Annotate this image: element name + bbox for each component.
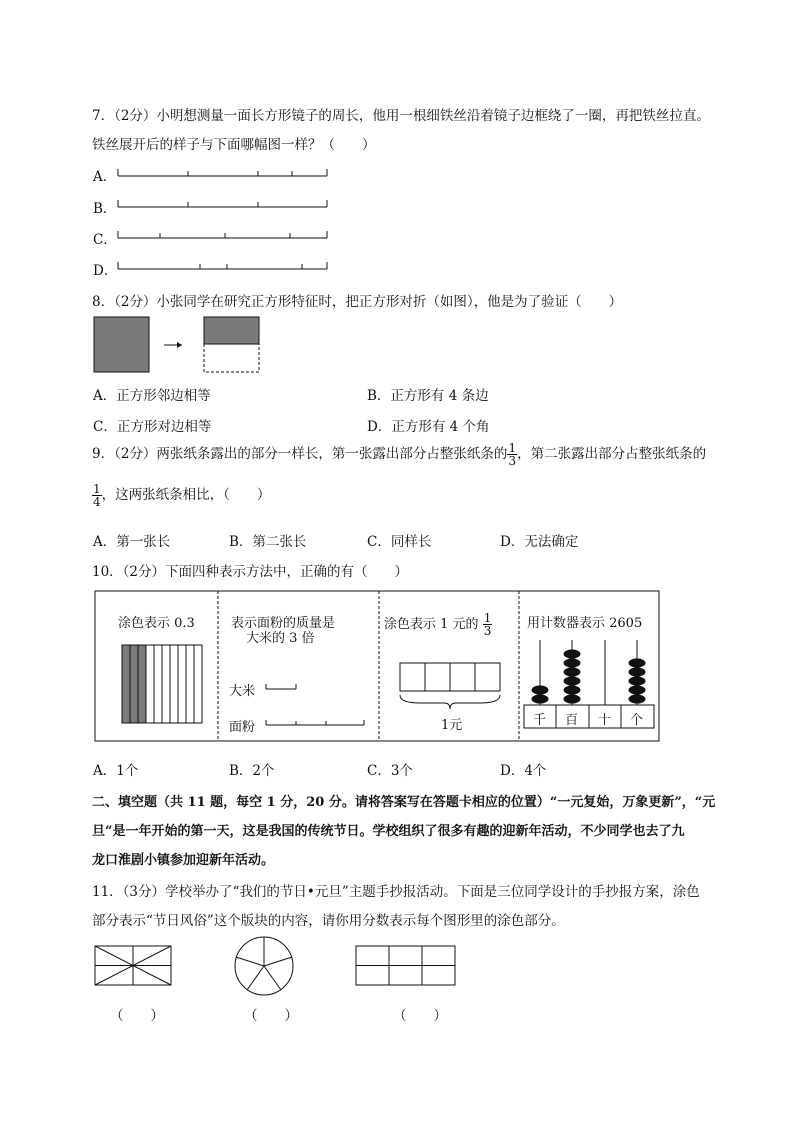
q8-option-a: A．正方形邻边相等 bbox=[93, 388, 211, 404]
q10-panel1-title: 涂色表示 0.3 bbox=[118, 616, 195, 631]
q10-panel2-title-1: 表示面粉的质量是 bbox=[231, 616, 336, 631]
q10-panel4-title: 用计数器表示 2605 bbox=[527, 616, 643, 631]
q7-option-b: B． bbox=[93, 201, 117, 217]
section2-line2: 旦”是一年开始的第一天，这是我国的传统节日。学校组织了很多有趣的迎新年活动，不少同学也去了九 bbox=[92, 824, 685, 839]
q9-text-before: 9．（2分）两张纸条露出的部分一样长，第一张露出部分占整张纸条的 bbox=[92, 446, 508, 462]
q7-option-a: A． bbox=[93, 169, 117, 185]
q10-text: 10．（2分）下面四种表示方法中，正确的有（ ） bbox=[92, 564, 409, 580]
q11-blank-1[interactable]: （ ） bbox=[110, 1008, 164, 1024]
q8-option-b: B．正方形有 4 条边 bbox=[367, 388, 489, 404]
q10-option-c: C．3个 bbox=[367, 763, 413, 779]
q9-option-b: B．第二张长 bbox=[229, 534, 307, 550]
q10-panel2-rice-label: 大米 bbox=[229, 684, 256, 699]
q10-panel2-flour-label: 面粉 bbox=[229, 720, 256, 735]
q9-frac2-num: 1 bbox=[93, 482, 101, 496]
q10-option-d: D．4个 bbox=[500, 763, 547, 779]
q9-option-c: C．同样长 bbox=[367, 534, 432, 550]
q7-option-d: D． bbox=[93, 263, 118, 279]
q7-line2: 铁丝展开后的样子与下面哪幅图一样？（ ） bbox=[92, 137, 376, 153]
q11-rectangle-figure bbox=[95, 946, 171, 985]
q9-line2-text: ，这两张纸条相比，（ ） bbox=[101, 487, 271, 503]
q11-blank-3[interactable]: （ ） bbox=[393, 1008, 447, 1024]
q7-option-c: C． bbox=[93, 232, 117, 248]
q10-panel2-title-2: 大米的 3 倍 bbox=[246, 631, 315, 646]
q10-option-a: A．1个 bbox=[93, 763, 139, 779]
q10-panel3-frac-den: 3 bbox=[483, 624, 492, 638]
q9-option-a: A．第一张长 bbox=[93, 534, 171, 550]
q10-place-tens: 十 bbox=[598, 713, 612, 728]
q10-panel3-yuan-label: 1元 bbox=[441, 718, 463, 733]
q10-place-hundreds: 百 bbox=[565, 713, 579, 728]
q9-option-d: D．无法确定 bbox=[500, 534, 579, 550]
q10-panel3-frac-num: 1 bbox=[483, 611, 492, 625]
section2-line3: 龙口淮剧小镇参加迎新年活动。 bbox=[92, 853, 275, 868]
section2-line1: 二、填空题（共 11 题，每空 1 分，20 分。请将答案写在答题卡相应的位置）“一元复始，万象更新”，“元 bbox=[92, 795, 716, 810]
q11-line1: 11．（3分）学校举办了“我们的节日•元旦”主题手抄报活动。下面是三位同学设计的手抄报方案，涂色 bbox=[92, 884, 700, 900]
q10-panel3-title-text: 涂色表示 1 元的 bbox=[384, 617, 479, 632]
q8-option-d: D．正方形有 4 个角 bbox=[367, 419, 490, 435]
q11-circle-figure bbox=[235, 937, 293, 995]
q11-line2: 部分表示“节日风俗”这个版块的内容，请你用分数表示每个图形里的涂色部分。 bbox=[92, 913, 565, 929]
q11-blank-2[interactable]: （ ） bbox=[244, 1008, 298, 1024]
q7-line1: 7．（2分）小明想测量一面长方形镜子的周长，他用一根细铁丝沿着镜子边框绕了一圈，再把铁丝拉直。 bbox=[92, 108, 710, 124]
q10-place-thousands: 千 bbox=[533, 713, 547, 728]
q9-frac1-den: 3 bbox=[508, 454, 517, 468]
q9-frac1-num: 1 bbox=[508, 441, 517, 455]
q11-grid-figure bbox=[356, 946, 455, 985]
q8-option-c: C．正方形对边相等 bbox=[93, 419, 212, 435]
q10-place-ones: 个 bbox=[630, 713, 644, 728]
q9-frac2-den: 4 bbox=[93, 495, 101, 509]
q8-text: 8．（2分）小张同学在研究正方形特征时，把正方形对折（如图），他是为了验证（ ） bbox=[92, 294, 623, 310]
q9-text-after: ，第二张露出部分占整张纸条的 bbox=[517, 446, 707, 462]
q10-option-b: B．2个 bbox=[229, 763, 275, 779]
